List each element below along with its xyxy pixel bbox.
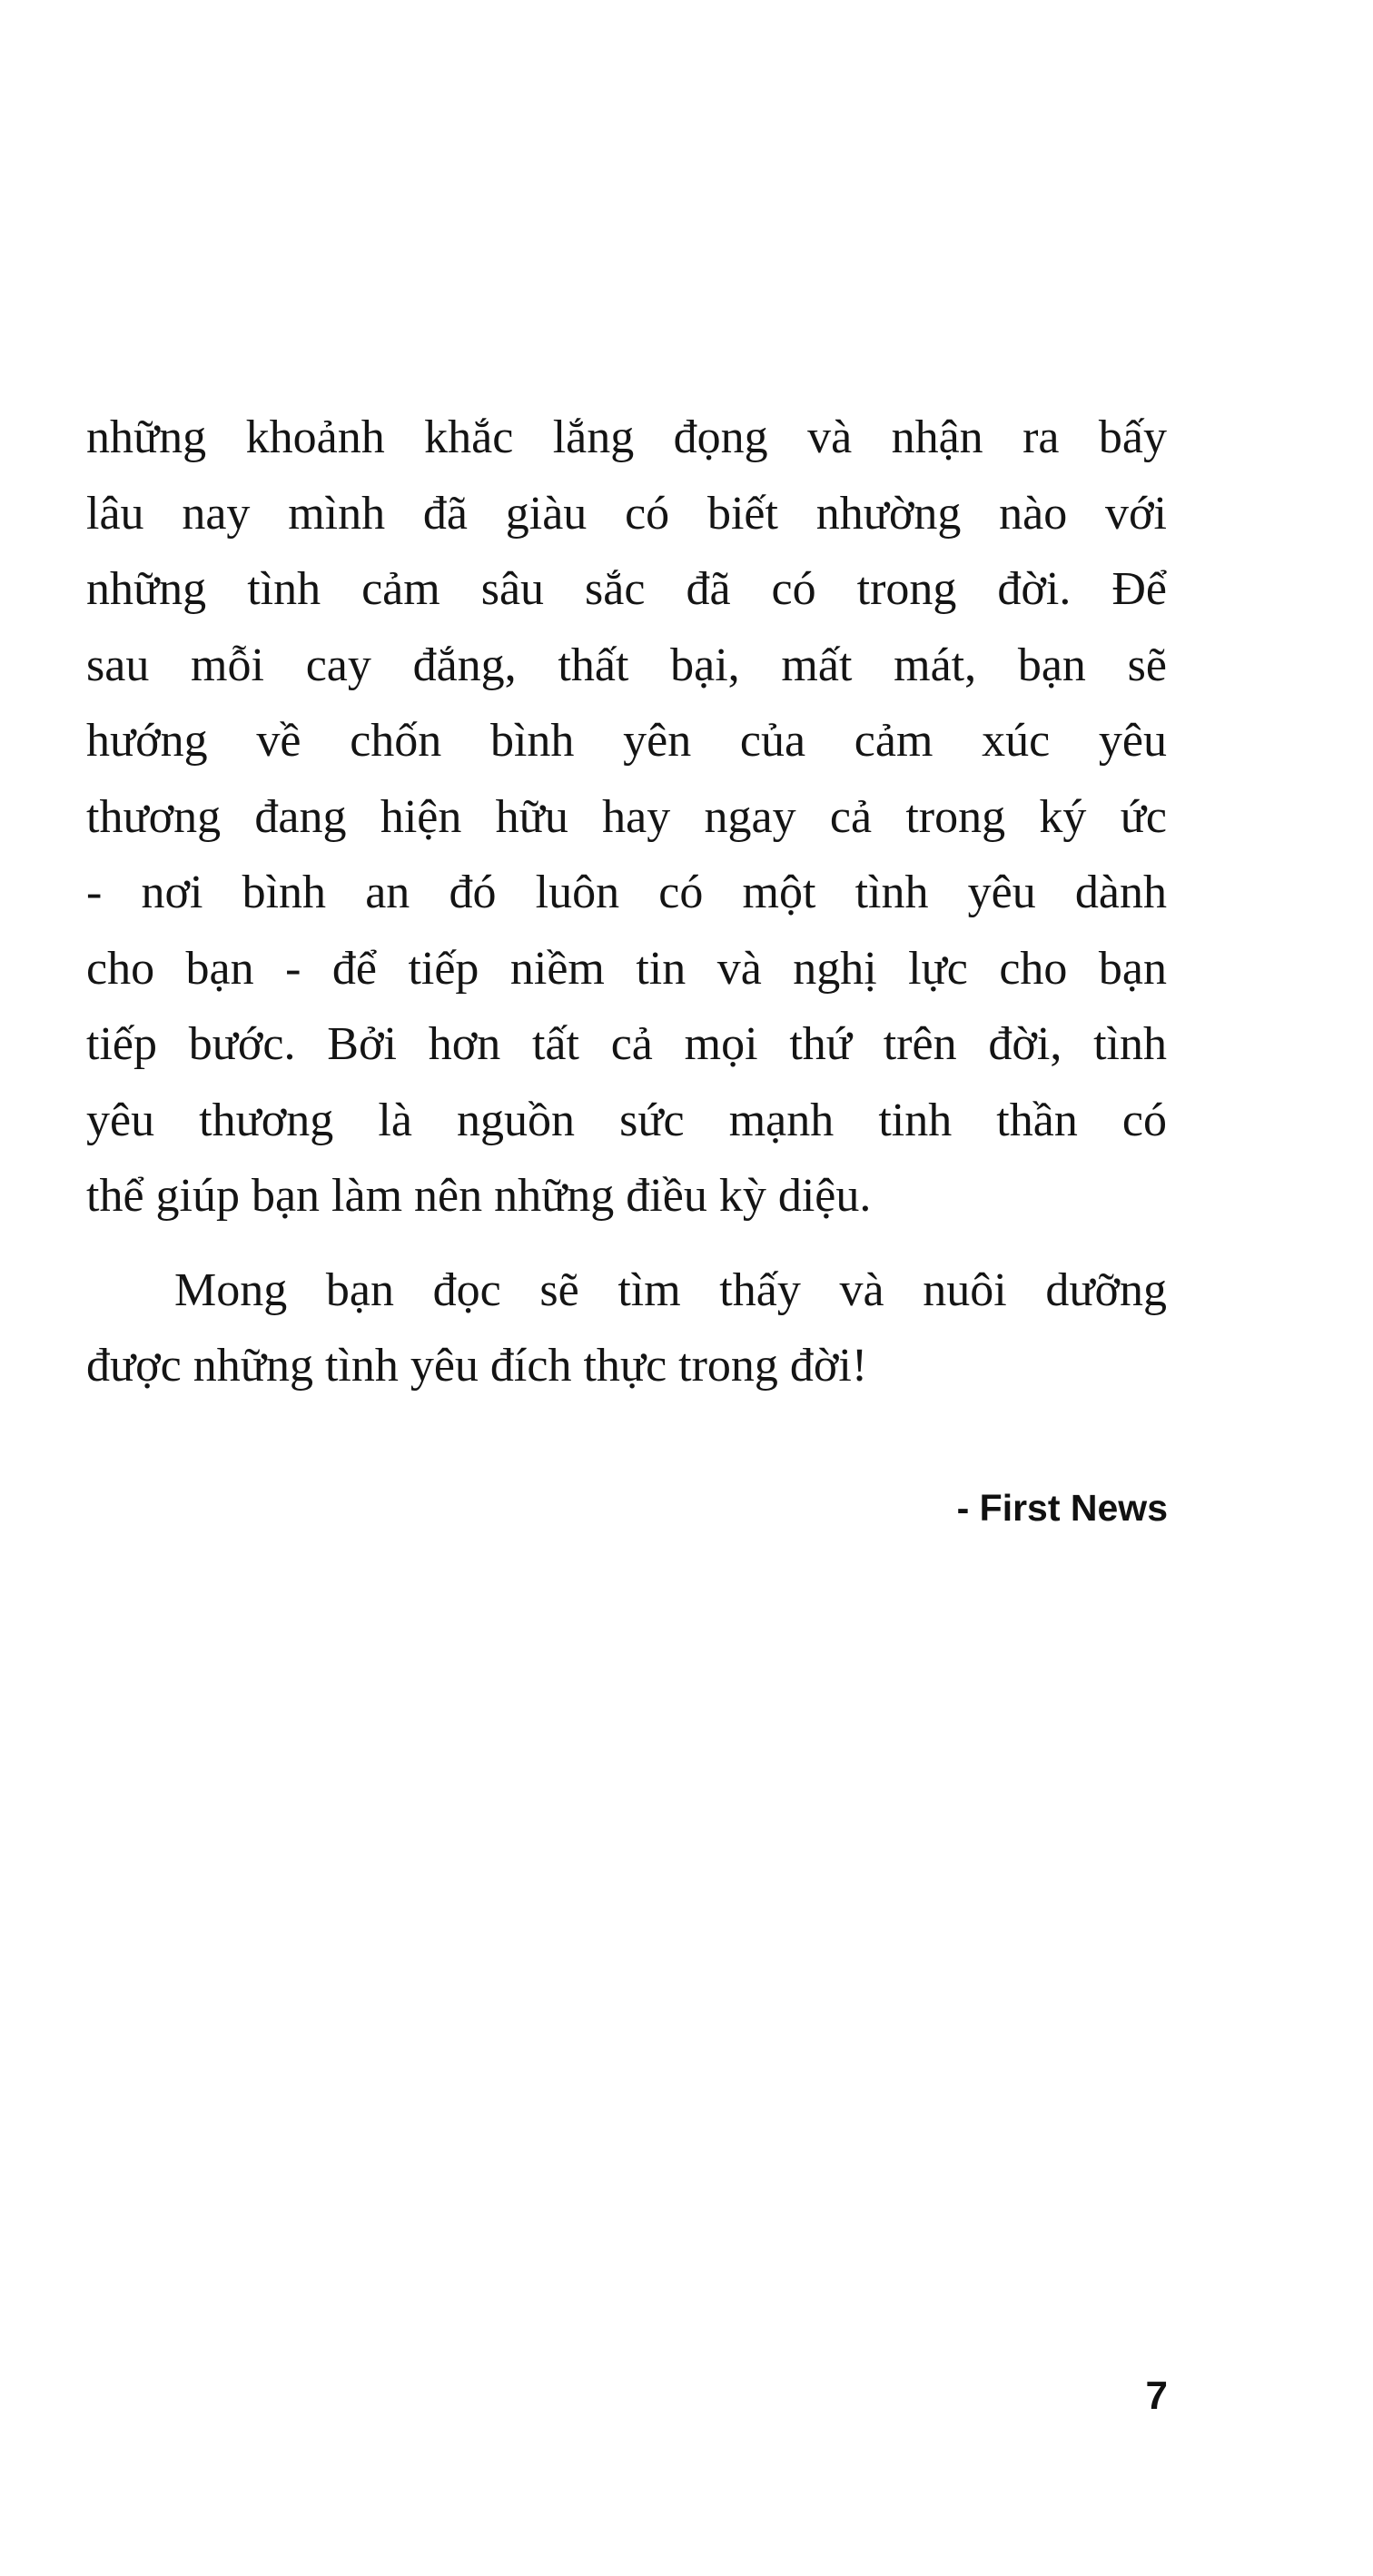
page-number: 7 [1145, 2373, 1168, 2418]
text-line: lâu nay mình đã giàu có biết nhường nào với [86, 487, 1167, 540]
text-line: những tình cảm sâu sắc đã có trong đời. Để [86, 563, 1167, 615]
text-line: hướng về chốn bình yên của cảm xúc yêu [86, 715, 1167, 767]
paragraph-2 [86, 1253, 1167, 1404]
text-line: sau mỗi cay đắng, thất bại, mất mát, bạn sẽ [86, 639, 1167, 691]
text-line: tiếp bước. Bởi hơn tất cả mọi thứ trên đời, tình [86, 1018, 1167, 1070]
text-line: những khoảnh khắc lắng đọng và nhận ra bấy [86, 411, 1167, 463]
body-text [86, 400, 1167, 1404]
text-line: thương đang hiện hữu hay ngay cả trong ký ức [86, 790, 1167, 843]
paragraph-1 [86, 400, 1167, 1234]
paragraph-gap [86, 1234, 1167, 1253]
text-line: yêu thương là nguồn sức mạnh tinh thần có [86, 1094, 1167, 1146]
text-line: thể giúp bạn làm nên những điều kỳ diệu. [86, 1170, 872, 1222]
text-line: được những tình yêu đích thực trong đời! [86, 1340, 868, 1392]
text-line: Mong bạn đọc sẽ tìm thấy và nuôi dưỡng [174, 1263, 1167, 1316]
text-line: cho bạn - để tiếp niềm tin và nghị lực cho bạn [86, 942, 1167, 995]
text-line: - nơi bình an đó luôn có một tình yêu dành [86, 867, 1167, 918]
signature: - First News [956, 1487, 1168, 1529]
